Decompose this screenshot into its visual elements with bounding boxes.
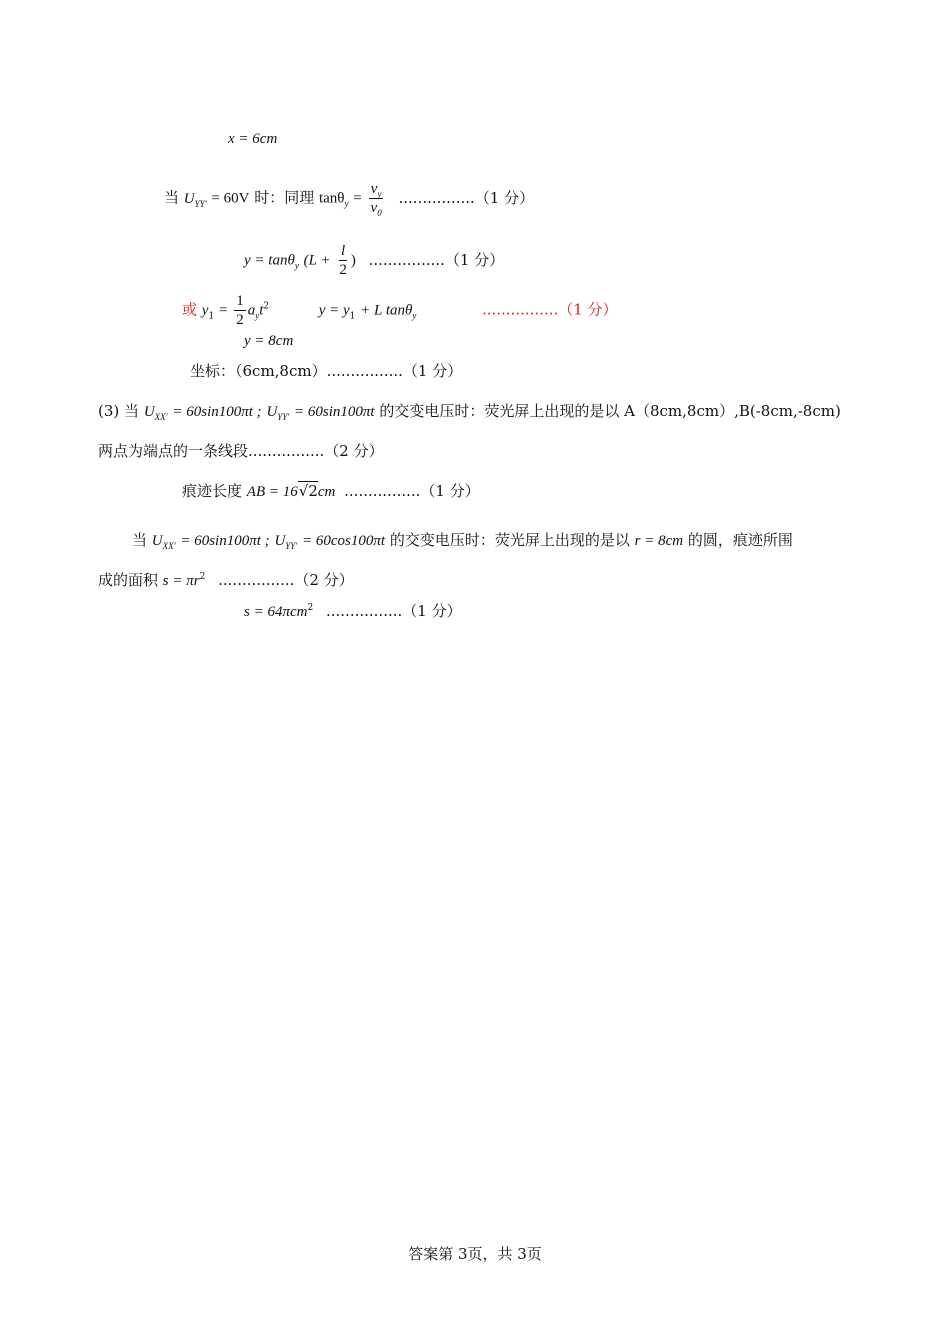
page-footer: 答案第 3页，共 3页: [408, 1245, 542, 1263]
eq-s-result: s = 64πcm$^2$ ................（1 分）: [244, 602, 462, 620]
part3-line2: 两点为端点的一条线段................（2 分）: [98, 442, 384, 460]
fraction-vy-v0: $\frac{v_y}{v_0}$: [370, 181, 382, 218]
eq-or-alternative: 或 $y_1$ = $\frac{1}{2}$ $a_yt^2$ $y = y_1 + L$ tanθ$_y$ ................（1 分）: [182, 293, 618, 328]
part3-line1: (3) 当 $U_{XX'} = 60\sin 100\pi t$ ; $U_{YY'} = 60\sin 100\pi t$ 的交变电压时：荧光屏上出现的是以 A（8cm,8cm）,B(-8cm,-8cm): [98, 402, 841, 422]
eq-uyy-condition: 当 $U_{YY'} = 60V$ 时：同理 tanθ$_y$ = $\frac{v_y}{v_0}$ ................（1 分）: [164, 181, 535, 218]
sqrt-symbol: √2: [298, 482, 318, 500]
eq-y-result: y = 8cm: [244, 333, 294, 349]
eq-y-tan: y = tanθ$_y$ (L + $\frac{l}{2}$ ) ................（1 分）: [244, 243, 505, 278]
fraction-l-2: $\frac{l}{2}$: [339, 243, 347, 278]
trace-length: 痕迹长度 AB = 16√2cm ................（1 分）: [182, 482, 480, 500]
part4-line1: 当 $U_{XX'} = 60\sin 100\pi t$ ; $U_{YY'} = 60\cos 100\pi t$ 的交变电压时：荧光屏上出现的是以 r = 8cm 的圆，痕迹所围: [132, 531, 793, 551]
coords-line: 坐标：（6cm,8cm）................（1 分）: [190, 362, 463, 380]
part4-line2: 成的面积 $s = \pi r^2$ ................（2 分）: [98, 571, 354, 589]
fraction-half: $\frac{1}{2}$: [236, 293, 244, 328]
eq-x-result: x = 6cm: [228, 131, 278, 147]
